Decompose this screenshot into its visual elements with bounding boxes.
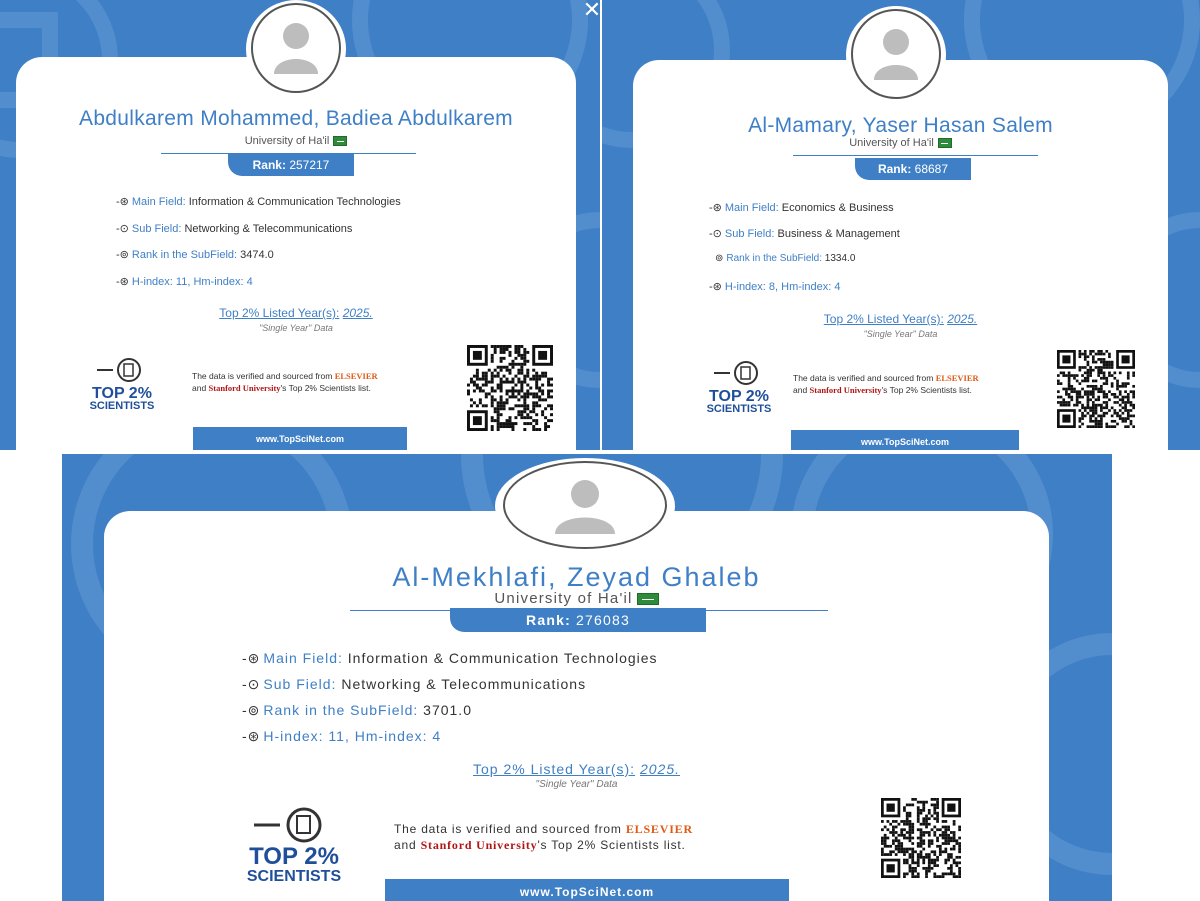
logo-top: TOP 2% <box>92 385 152 403</box>
rank-subfield-label: Rank in the SubField: <box>131 249 238 261</box>
certificate-panel-1 <box>0 0 600 450</box>
university-name: University of Ha'il <box>849 137 934 149</box>
university-line <box>16 135 576 147</box>
sub-field-label: Sub Field: <box>263 676 337 692</box>
main-field-value: Information & Communication Technologies <box>188 196 401 208</box>
certificate-card <box>104 511 1049 901</box>
listed-year: 2025. <box>342 306 373 320</box>
document-logo-icon <box>97 357 147 383</box>
listed-years <box>16 306 576 320</box>
verify-suffix: 's Top 2% Scientists list. <box>881 385 972 395</box>
sub-field-row <box>709 227 900 240</box>
logo-top: TOP 2% <box>709 388 769 406</box>
main-field-row <box>242 650 658 667</box>
bullet-icon: -⊛ <box>116 276 129 288</box>
rank-label: Rank: <box>526 612 571 628</box>
sub-field-value: Networking & Telecommunications <box>184 223 353 235</box>
bullet-icon: -⊛ <box>242 650 261 666</box>
bullet-icon: -⊛ <box>709 281 722 293</box>
rank-value: 257217 <box>289 158 330 172</box>
bullet-icon: -⊛ <box>709 202 722 214</box>
single-year-note: "Single Year" Data <box>535 779 618 790</box>
verify-and: and <box>192 383 209 393</box>
university-name: University of Ha'il <box>494 590 633 607</box>
hindex-row <box>242 728 441 745</box>
rank-badge <box>450 608 706 632</box>
footer-website[interactable]: www.TopSciNet.com <box>193 427 407 450</box>
hindex-row <box>709 280 840 293</box>
scientist-name: Abdulkarem Mohammed, Badiea Abdulkarem <box>79 107 513 130</box>
single-year-note: "Single Year" Data <box>259 323 333 333</box>
verification-text <box>192 370 378 394</box>
elsevier-label: ELSEVIER <box>334 371 378 381</box>
footer-website[interactable]: www.TopSciNet.com <box>791 430 1019 450</box>
bullet-icon: -⊙ <box>242 676 261 692</box>
document-logo-icon <box>254 807 334 843</box>
listed-years <box>104 761 1049 777</box>
university-line <box>633 137 1168 149</box>
bullet-icon: -⊛ <box>242 728 261 744</box>
bullet-icon: -⊙ <box>709 228 722 240</box>
verify-and: and <box>394 838 421 852</box>
person-silhouette-icon <box>871 26 921 80</box>
bullet-icon: ⊚ <box>715 253 724 264</box>
document-logo-icon <box>714 360 764 386</box>
person-silhouette-icon <box>553 478 617 534</box>
avatar <box>495 458 675 554</box>
stanford-label: Stanford University <box>208 383 281 393</box>
listed-label: Top 2% Listed Year(s): <box>219 306 340 320</box>
rank-subfield-row <box>242 702 472 719</box>
main-field-row <box>709 201 894 214</box>
elsevier-label: ELSEVIER <box>625 822 693 836</box>
sub-field-row <box>116 222 352 235</box>
top2-logo <box>224 807 364 884</box>
sub-field-row <box>242 676 586 693</box>
verification-text <box>394 821 693 853</box>
rank-subfield-value: 3474.0 <box>240 249 274 261</box>
person-silhouette-icon <box>271 20 321 74</box>
rank-subfield-value: 1334.0 <box>824 253 856 264</box>
main-field-value: Information & Communication Technologies <box>347 650 658 666</box>
main-field-label: Main Field: <box>131 196 186 208</box>
top2-logo <box>699 360 779 415</box>
verify-suffix: 's Top 2% Scientists list. <box>280 383 371 393</box>
flag-icon <box>938 138 952 148</box>
hindex-row <box>116 275 253 288</box>
sub-field-value: Business & Management <box>777 228 900 240</box>
bullet-icon: -⊚ <box>242 702 261 718</box>
sub-field-value: Networking & Telecommunications <box>341 676 587 692</box>
certificate-card <box>16 57 576 450</box>
rank-subfield-label: Rank in the SubField: <box>263 702 419 718</box>
verify-and: and <box>793 385 810 395</box>
logo-sub: SCIENTISTS <box>706 403 772 416</box>
main-field-value: Economics & Business <box>781 202 894 214</box>
flag-icon <box>333 136 347 146</box>
verify-prefix: The data is verified and sourced from <box>192 371 335 381</box>
listed-year: 2025. <box>947 312 978 326</box>
certificate-card <box>633 60 1168 450</box>
rank-divider <box>793 155 1038 156</box>
stanford-label: Stanford University <box>420 838 538 852</box>
listed-year: 2025. <box>639 761 681 777</box>
qr-code-icon[interactable] <box>464 345 556 431</box>
main-field-row <box>116 195 401 208</box>
rank-badge <box>855 158 971 180</box>
rank-subfield-row <box>116 248 274 261</box>
stanford-label: Stanford University <box>809 385 882 395</box>
rank-label: Rank: <box>252 158 286 172</box>
avatar <box>246 0 346 98</box>
scientist-name: Al-Mamary, Yaser Hasan Salem <box>748 114 1053 137</box>
hindex-text: H-index: 8, Hm-index: 4 <box>724 281 841 293</box>
verify-prefix: The data is verified and sourced from <box>793 373 936 383</box>
university-name: University of Ha'il <box>244 135 330 147</box>
close-icon[interactable]: ✕ <box>582 0 602 22</box>
hindex-text: H-index: 11, Hm-index: 4 <box>263 728 442 744</box>
certificate-panel-3 <box>62 454 1112 901</box>
qr-code-icon[interactable] <box>1052 350 1140 428</box>
listed-label: Top 2% Listed Year(s): <box>472 761 636 777</box>
bullet-icon: -⊙ <box>116 223 129 235</box>
sub-field-label: Sub Field: <box>724 228 775 240</box>
rank-subfield-label: Rank in the SubField: <box>726 253 823 264</box>
certificate-panel-2 <box>602 0 1200 450</box>
avatar <box>846 6 946 104</box>
rank-value: 276083 <box>576 612 630 628</box>
rank-subfield-row <box>715 253 855 264</box>
logo-sub: SCIENTISTS <box>246 867 342 885</box>
rank-badge <box>228 154 354 176</box>
bullet-icon: -⊛ <box>116 196 129 208</box>
single-year-note: "Single Year" Data <box>863 329 938 339</box>
top2-logo <box>82 357 162 412</box>
listed-label: Top 2% Listed Year(s): <box>823 312 944 326</box>
verification-text <box>793 372 979 396</box>
scientist-name: Al-Mekhlafi, Zeyad Ghaleb <box>392 562 761 592</box>
bullet-icon: -⊚ <box>116 249 129 261</box>
university-line <box>104 590 1049 607</box>
verify-prefix: The data is verified and sourced from <box>394 822 626 836</box>
logo-top: TOP 2% <box>249 843 339 871</box>
footer-website[interactable]: www.TopSciNet.com <box>385 879 789 901</box>
sub-field-label: Sub Field: <box>131 223 182 235</box>
hindex-text: H-index: 11, Hm-index: 4 <box>131 276 253 288</box>
main-field-label: Main Field: <box>263 650 343 666</box>
main-field-label: Main Field: <box>724 202 779 214</box>
rank-value: 68687 <box>914 162 949 176</box>
flag-icon <box>637 593 659 605</box>
elsevier-label: ELSEVIER <box>935 373 979 383</box>
listed-years <box>633 312 1168 326</box>
verify-suffix: 's Top 2% Scientists list. <box>537 838 686 852</box>
rank-label: Rank: <box>877 162 912 176</box>
logo-sub: SCIENTISTS <box>89 400 155 413</box>
rank-subfield-value: 3701.0 <box>423 702 472 718</box>
qr-code-icon[interactable] <box>844 798 998 878</box>
